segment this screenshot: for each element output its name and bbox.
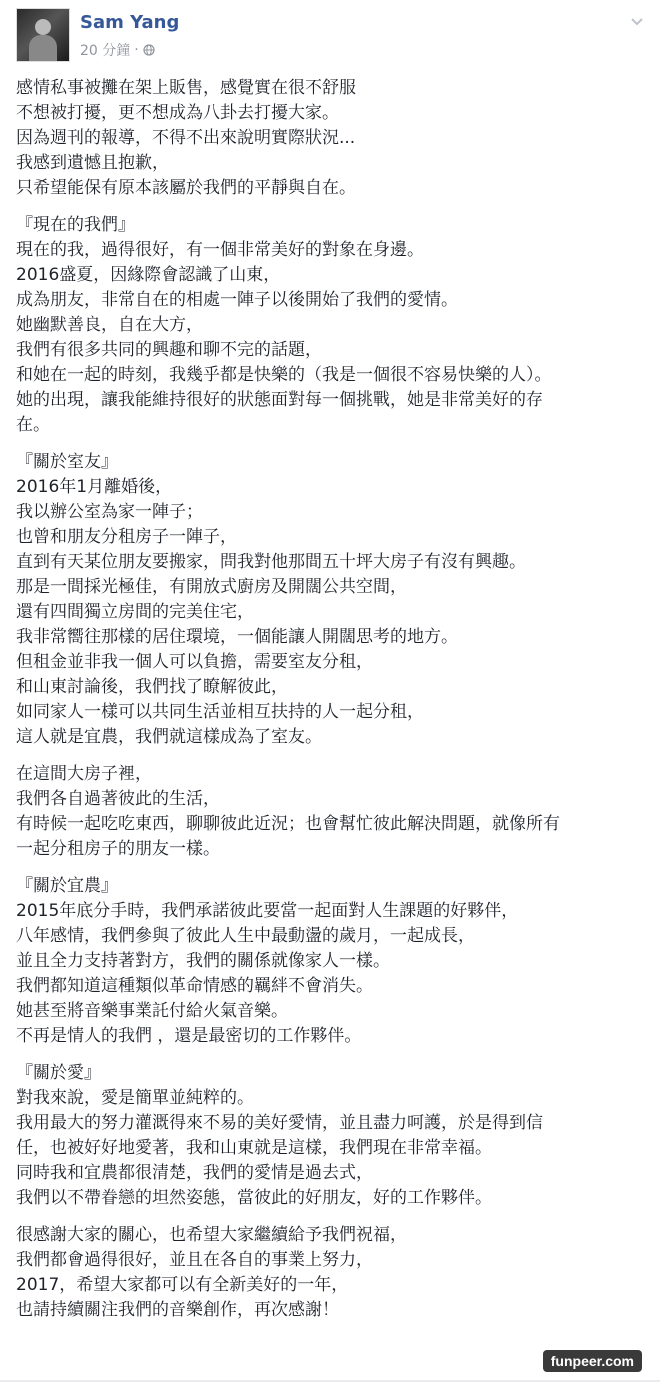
post-text-line: 現在的我，過得很好，有一個非常美好的對象在身邊。 <box>16 240 424 260</box>
post-text-line: 『關於室友』 <box>16 452 118 472</box>
post-text-line: 我們都知道這種類似革命情感的羈絆不會消失。 <box>16 976 373 996</box>
post-text-line: 2015年底分手時，我們承諾彼此要當一起面對人生課題的好夥伴， <box>16 901 519 921</box>
post-text-line: 也請持續關注我們的音樂創作，再次感謝！ <box>16 1300 339 1320</box>
post-text-line: 同時我和宜農都很清楚，我們的愛情是過去式， <box>16 1163 373 1183</box>
avatar-head <box>35 19 51 35</box>
post-text-line: 在。 <box>16 415 50 435</box>
post-body <box>16 76 644 1335</box>
post-text-line: 2016盛夏，因緣際會認識了山東， <box>16 265 281 285</box>
post-paragraph <box>16 762 644 862</box>
author-name[interactable]: Sam Yang <box>80 12 180 33</box>
post-paragraph <box>16 874 644 1049</box>
post-text-line: 成為朋友，非常自在的相處一陣子以後開始了我們的愛情。 <box>16 290 458 310</box>
post-paragraph <box>16 450 644 750</box>
post-text-line: 我們以不帶眷戀的坦然姿態，當彼此的好朋友，好的工作夥伴。 <box>16 1188 492 1208</box>
post-text-line: 直到有天某位朋友要搬家，問我對他那間五十坪大房子有沒有興趣。 <box>16 552 526 572</box>
post-meta <box>80 40 155 60</box>
post-text-line: 很感謝大家的關心，也希望大家繼續給予我們祝福， <box>16 1225 407 1245</box>
post-text-line: 還有四間獨立房間的完美住宅， <box>16 602 254 622</box>
post-text-line: 不想被打擾，更不想成為八卦去打擾大家。 <box>16 103 339 123</box>
watermark-badge: funpeer.com <box>543 1350 642 1372</box>
post-text-line: 她的出現，讓我能維持很好的狀態面對每一個挑戰，她是非常美好的存 <box>16 390 543 410</box>
post-text-line: 任，也被好好地愛著，我和山東就是這樣，我們現在非常幸福。 <box>16 1138 492 1158</box>
meta-separator: · <box>134 42 139 58</box>
post-text-line: 她甚至將音樂事業託付給火氣音樂。 <box>16 1001 288 1021</box>
post-text-line: 我感到遺憾且抱歉， <box>16 153 169 173</box>
post-text-line: 一起分租房子的朋友一樣。 <box>16 839 220 859</box>
post-text-line: 只希望能保有原本該屬於我們的平靜與自在。 <box>16 178 356 198</box>
post-text-line: 在這間大房子裡， <box>16 764 152 784</box>
avatar[interactable] <box>16 8 70 62</box>
post-text-line: 有時候一起吃吃東西，聊聊彼此近況；也會幫忙彼此解決問題，就像所有 <box>16 814 560 834</box>
post-timestamp[interactable]: 20 分鐘 <box>80 43 131 59</box>
post-paragraph <box>16 1061 644 1211</box>
post-paragraph <box>16 1223 644 1323</box>
post-text-line: 我以辦公室為家一陣子； <box>16 502 203 522</box>
post-text-line: 2017，希望大家都可以有全新美好的一年， <box>16 1275 349 1295</box>
post-text-line: 我非常嚮往那樣的居住環境，一個能讓人開闊思考的地方。 <box>16 627 458 647</box>
post-text-line: 『關於宜農』 <box>16 876 118 896</box>
post-text-line: 也曾和朋友分租房子一陣子， <box>16 527 237 547</box>
post-paragraph <box>16 213 644 438</box>
chevron-down-icon[interactable] <box>628 12 646 30</box>
post-text-line: 和她在一起的時刻，我幾乎都是快樂的（我是一個很不容易快樂的人）。 <box>16 365 552 385</box>
post-text-line: 那是一間採光極佳，有開放式廚房及開闊公共空間， <box>16 577 407 597</box>
post-paragraph <box>16 76 644 201</box>
post-text-line: 對我來說，愛是簡單並純粹的。 <box>16 1088 254 1108</box>
post-text-line: 這人就是宜農，我們就這樣成為了室友。 <box>16 727 322 747</box>
post-text-line: 我們都會過得很好，並且在各自的事業上努力， <box>16 1250 373 1270</box>
post-text-line: 不再是情人的我們 ，還是最密切的工作夥伴。 <box>16 1026 362 1046</box>
post-text-line: 『關於愛』 <box>16 1063 101 1083</box>
post-text-line: 她幽默善良，自在大方， <box>16 315 203 335</box>
post-text-line: 如同家人一樣可以共同生活並相互扶持的人一起分租， <box>16 702 424 722</box>
post-text-line: 『現在的我們』 <box>16 215 135 235</box>
post-text-line: 感情私事被攤在架上販售，感覺實在很不舒服 <box>16 78 356 98</box>
post-text-line: 我用最大的努力灌溉得來不易的美好愛情，並且盡力呵護，於是得到信 <box>16 1113 543 1133</box>
post-text-line: 和山東討論後，我們找了瞭解彼此， <box>16 677 288 697</box>
post-header <box>16 8 646 64</box>
globe-icon[interactable] <box>143 44 155 56</box>
post-text-line: 我們各自過著彼此的生活， <box>16 789 220 809</box>
post-text-line: 並且全力支持著對方，我們的關係就像家人一樣。 <box>16 951 390 971</box>
post-text-line: 但租金並非我一個人可以負擔，需要室友分租， <box>16 652 373 672</box>
post-text-line: 因為週刊的報導，不得不出來說明實際狀況... <box>16 128 356 148</box>
post-text-line: 我們有很多共同的興趣和聊不完的話題， <box>16 340 322 360</box>
post-text-line: 八年感情，我們參與了彼此人生中最動盪的歲月，一起成長， <box>16 926 475 946</box>
post-text-line: 2016年1月離婚後， <box>16 477 173 497</box>
avatar-body <box>29 35 57 61</box>
